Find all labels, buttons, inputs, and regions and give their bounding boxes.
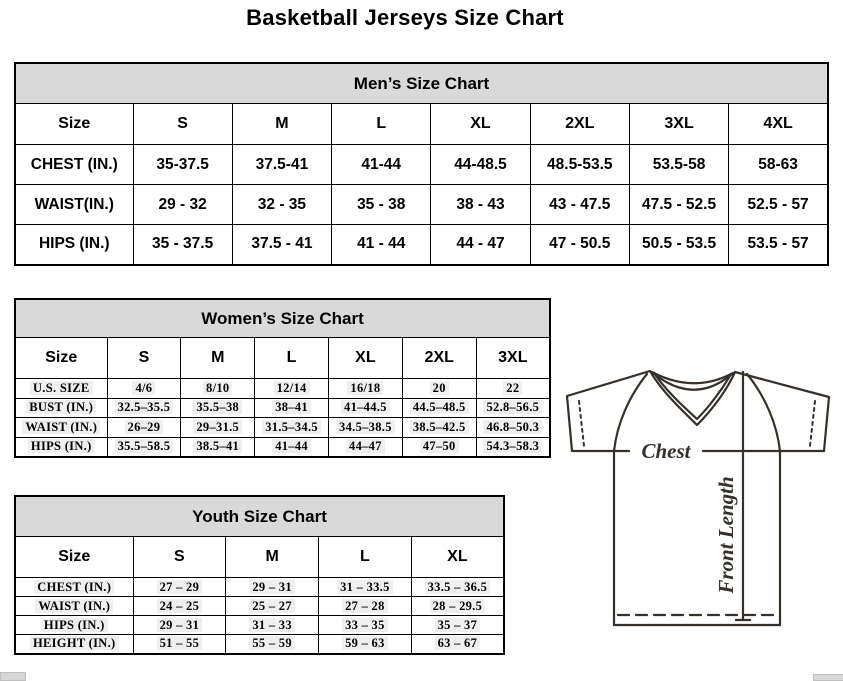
women-value-cell [107,437,181,457]
highlighted-value-text: 31.5–34.5 [262,420,321,434]
youth-value-cell [133,597,226,616]
highlighted-value-text: 33.5 – 36.5 [425,580,491,594]
men-row-label: WAIST(IN.) [15,185,133,225]
women-value-cell [328,379,402,399]
page-title: Basketball Jerseys Size Chart [246,5,564,30]
youth-measurement-row [15,635,504,654]
men-value-cell: 35 - 38 [332,185,431,225]
youth-value-cell [411,616,504,635]
men-value-cell: 32 - 35 [232,185,331,225]
women-value-cell [107,379,181,399]
highlighted-value-text: HEIGHT (IN.) [30,636,119,650]
women-col-header-m: M [181,338,255,379]
highlighted-value-text: 34.5–38.5 [336,420,395,434]
men-col-header-l: L [332,104,431,145]
men-measurement-row [15,185,828,225]
youth-value-cell [133,578,226,597]
youth-value-cell [226,616,319,635]
women-value-cell [181,418,255,438]
youth-col-header-xl: XL [411,537,504,578]
highlighted-value-text: 32.5–35.5 [115,400,174,414]
men-value-cell: 58-63 [729,145,828,185]
highlighted-value-text: U.S. SIZE [30,381,93,395]
women-value-cell [255,398,329,418]
men-col-header-s: S [133,104,232,145]
youth-value-cell [319,635,412,654]
highlighted-value-text: 54.3–58.3 [483,439,542,453]
youth-value-cell [411,597,504,616]
men-value-cell: 41 - 44 [332,225,431,265]
women-value-cell [255,418,329,438]
youth-row-label [15,578,133,597]
women-value-cell [255,379,329,399]
women-measurement-row [15,379,550,399]
youth-size-table [14,495,505,655]
highlighted-value-text: 35.5–38 [193,400,242,414]
men-value-cell: 41-44 [332,145,431,185]
youth-value-cell [133,616,226,635]
men-measurement-row [15,225,828,265]
women-row-label [15,418,107,438]
youth-row-label [15,616,133,635]
horizontal-scrollbar-fragment-right[interactable] [813,674,843,681]
men-value-cell: 35 - 37.5 [133,225,232,265]
highlighted-value-text: BUST (IN.) [26,400,96,414]
men-row-label: HIPS (IN.) [15,225,133,265]
youth-value-cell [226,578,319,597]
front-length-label: Front Length [714,476,738,594]
men-value-cell: 50.5 - 53.5 [629,225,728,265]
youth-value-cell [319,578,412,597]
highlighted-value-text: HIPS (IN.) [41,618,108,632]
highlighted-value-text: 25 – 27 [249,599,295,613]
men-value-cell: 43 - 47.5 [530,185,629,225]
youth-value-cell [411,635,504,654]
men-col-header-4xl: 4XL [729,104,828,145]
women-value-cell [107,418,181,438]
men-value-cell: 37.5 - 41 [232,225,331,265]
men-col-header-size: Size [15,104,133,145]
men-value-cell: 53.5 - 57 [729,225,828,265]
highlighted-value-text: 38.5–41 [193,439,242,453]
highlighted-value-text: 27 – 28 [342,599,388,613]
jersey-right-sleeve-outline [735,372,829,451]
highlighted-value-text: 63 – 67 [435,636,481,650]
women-row-label [15,398,107,418]
men-value-cell: 47 - 50.5 [530,225,629,265]
highlighted-value-text: 29 – 31 [249,580,295,594]
highlighted-value-text: WAIST (IN.) [22,420,100,434]
highlighted-value-text: CHEST (IN.) [34,580,114,594]
men-value-cell: 44 - 47 [431,225,530,265]
horizontal-scrollbar-fragment-left[interactable] [0,672,26,681]
highlighted-value-text: HIPS (IN.) [28,439,95,453]
highlighted-value-text: 41–44 [272,439,311,453]
women-col-header-3xl: 3XL [476,338,550,379]
mens-size-table [14,62,829,266]
youth-value-cell [226,597,319,616]
highlighted-value-text: 55 – 59 [249,636,295,650]
women-value-cell [402,418,476,438]
highlighted-value-text: 12/14 [274,381,310,395]
highlighted-value-text: WAIST (IN.) [35,599,113,613]
highlighted-value-text: 8/10 [203,381,232,395]
men-value-cell: 53.5-58 [629,145,728,185]
women-chart-title: Women’s Size Chart [15,299,550,338]
women-value-cell [328,437,402,457]
youth-value-cell [319,597,412,616]
womens-size-table [14,298,551,458]
women-col-header-s: S [107,338,181,379]
youth-row-label [15,635,133,654]
highlighted-value-text: 22 [503,381,522,395]
women-value-cell [402,437,476,457]
highlighted-value-text: 29–31.5 [193,420,242,434]
jersey-right-seam [747,374,780,451]
highlighted-value-text: 31 – 33.5 [337,580,393,594]
front-length-measure-line [736,372,750,620]
highlighted-value-text: 51 – 55 [157,636,203,650]
women-value-cell [476,398,550,418]
youth-measurement-row [15,597,504,616]
men-value-cell: 47.5 - 52.5 [629,185,728,225]
jersey-left-cuff-dashed-line [579,401,584,446]
women-value-cell [476,437,550,457]
men-col-header-3xl: 3XL [629,104,728,145]
women-value-cell [107,398,181,418]
youth-measurement-row [15,578,504,597]
women-col-header-l: L [255,338,329,379]
highlighted-value-text: 38–41 [272,400,311,414]
highlighted-value-text: 28 – 29.5 [430,599,486,613]
highlighted-value-text: 16/18 [347,381,383,395]
men-value-cell: 44-48.5 [431,145,530,185]
men-value-cell: 52.5 - 57 [729,185,828,225]
men-chart-title: Men’s Size Chart [15,63,828,104]
highlighted-value-text: 47–50 [420,439,459,453]
highlighted-value-text: 29 – 31 [157,618,203,632]
women-row-label [15,437,107,457]
highlighted-value-text: 4/6 [132,381,155,395]
youth-col-header-m: M [226,537,319,578]
women-value-cell [402,398,476,418]
highlighted-value-text: 24 – 25 [157,599,203,613]
women-value-cell [476,379,550,399]
highlighted-value-text: 59 – 63 [342,636,388,650]
men-value-cell: 35-37.5 [133,145,232,185]
men-value-cell: 48.5-53.5 [530,145,629,185]
highlighted-value-text: 44–47 [346,439,385,453]
youth-value-cell [226,635,319,654]
highlighted-value-text: 52.8–56.5 [483,400,542,414]
men-measurement-row [15,145,828,185]
jersey-right-cuff-dashed-line [810,401,815,446]
highlighted-value-text: 44.5–48.5 [410,400,469,414]
highlighted-value-text: 33 – 35 [342,618,388,632]
youth-chart-title: Youth Size Chart [15,496,504,537]
men-value-cell: 37.5-41 [232,145,331,185]
women-value-cell [181,398,255,418]
women-col-header-size: Size [15,338,107,379]
women-value-cell [255,437,329,457]
women-col-header-2xl: 2XL [402,338,476,379]
youth-value-cell [411,578,504,597]
youth-col-header-s: S [133,537,226,578]
men-value-cell: 29 - 32 [133,185,232,225]
highlighted-value-text: 20 [430,381,449,395]
youth-value-cell [319,616,412,635]
women-measurement-row [15,398,550,418]
youth-col-header-size: Size [15,537,133,578]
highlighted-value-text: 41–44.5 [341,400,390,414]
women-measurement-row [15,437,550,457]
women-value-cell [402,379,476,399]
highlighted-value-text: 31 – 33 [249,618,295,632]
highlighted-value-text: 35.5–58.5 [115,439,174,453]
men-col-header-xl: XL [431,104,530,145]
women-row-label [15,379,107,399]
women-value-cell [328,418,402,438]
women-col-header-xl: XL [328,338,402,379]
highlighted-value-text: 26–29 [125,420,164,434]
highlighted-value-text: 46.8–50.3 [483,420,542,434]
youth-col-header-l: L [319,537,412,578]
men-col-header-2xl: 2XL [530,104,629,145]
youth-value-cell [133,635,226,654]
women-value-cell [476,418,550,438]
highlighted-value-text: 35 – 37 [435,618,481,632]
youth-measurement-row [15,616,504,635]
men-value-cell: 38 - 43 [431,185,530,225]
women-measurement-row [15,418,550,438]
chest-label: Chest [641,439,691,463]
highlighted-value-text: 27 – 29 [157,580,203,594]
highlighted-value-text: 38.5–42.5 [410,420,469,434]
jersey-measurement-diagram [555,360,843,665]
men-col-header-m: M [232,104,331,145]
youth-row-label [15,597,133,616]
men-row-label: CHEST (IN.) [15,145,133,185]
women-value-cell [181,379,255,399]
women-value-cell [181,437,255,457]
women-value-cell [328,398,402,418]
jersey-body-outline [614,451,780,625]
